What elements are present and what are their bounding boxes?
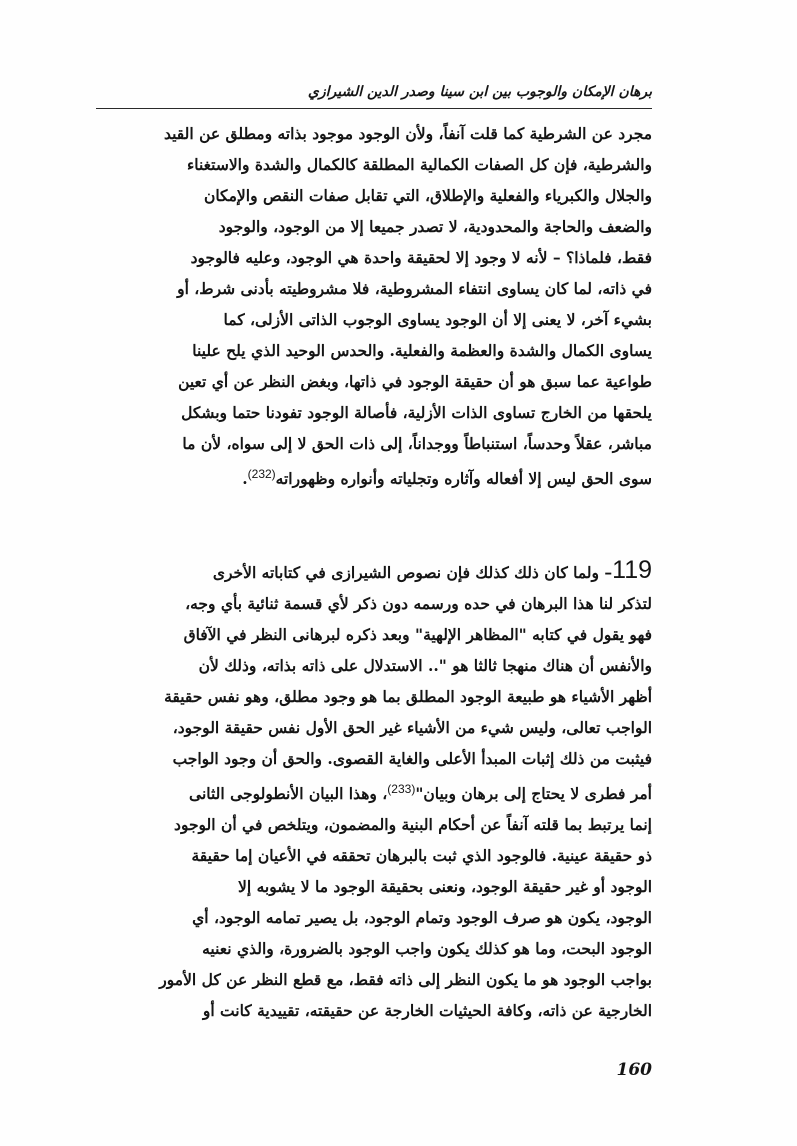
sentence-end: . [242, 469, 248, 489]
text-line: لتذكر لنا هذا البرهان في حده ورسمه دون ذكر لأي قسمة ثنائية بأي وجه، [185, 594, 652, 613]
text-run: أمر فطرى لا يحتاج إلى برهان وبيان" [415, 784, 652, 804]
text-line: فهو يقول في كتابه "المظاهر الإلهية" وبعد ذكره لبرهانى النظر في الآفاق [183, 625, 652, 644]
text-run: سوى الحق ليس إلا أفعاله وآثاره وتجلياته وأنواره وظهوراته [275, 469, 652, 489]
text-line: ذو حقيقة عينية. فالوجود الذي ثبت بالبرهان تحققه في الأعيان إما حقيقة [191, 846, 652, 866]
footnote-ref-232: (232) [247, 467, 276, 481]
text-line: مجرد عن الشرطية كما قلت آنفاً، ولأن الوجود موجود بذاته ومطلق عن القيد [163, 124, 652, 143]
text-run: ، وهذا البيان الأنطولوجى الثانى [189, 784, 388, 804]
text-line: فيثبت من ذلك إثبات المبدأ الأعلى والغاية القصوى. والحق أن وجود الواجب [172, 749, 652, 768]
text-line: في ذاته، لما كان يساوى انتفاء المشروطية، فلا مشروطيته بأدنى شرط، أو [177, 279, 652, 298]
text-line: الوجود، يكون هو صرف الوجود وتمام الوجود، بل يصير تمامه الوجود، أي [192, 908, 652, 928]
text-line: يلحقها من الخارج تساوى الذات الأزلية، فأصالة الوجود تفودنا حتما وبشكل [181, 403, 652, 422]
text-line: مباشر، عقلاً وحدساً، استنباطاً ووجداناً، إلى ذات الحق لا إلى سواه، لأن ما [182, 434, 652, 453]
text-line: والشرطية، فإن كل الصفات الكمالية المطلقة كالكمال والشدة والاستغناء [186, 155, 652, 174]
text-line: الوجود البحت، وما هو كذلك يكون واجب الوجود بالضرورة، والذي نعنيه [202, 939, 652, 959]
text-run: – ولما كان ذلك كذلك فإن نصوص الشيرازى في كتاباته الأخرى [212, 563, 613, 582]
running-head: برهان الإمكان والوجوب بين ابن سينا وصدر الدين الشيرازي [307, 84, 652, 100]
footnote-ref-233: (233) [387, 782, 416, 796]
text-line-with-footnote [96, 774, 652, 809]
paragraph-number: 119 [612, 556, 652, 584]
text-line: طواعية عما سبق هو أن حقيقة الوجود في ذاتها، وبغض النظر عن أي تعين [178, 372, 652, 391]
text-line: والجلال والكبرياء والفعلية والإطلاق، التي تقابل صفات النقص والإمكان [203, 186, 652, 205]
text-line: إنما يرتبط بما قلته آنفاً عن أحكام البنية والمضمون، ويتلخص في أن الوجود [174, 815, 652, 835]
text-line: أظهر الأشياء هو طبيعة الوجود المطلق بما هو وجود مطلق، وهو نفس حقيقة [164, 687, 652, 706]
paragraph-2 [96, 555, 652, 1026]
text-line: بواجب الوجود هو ما يكون النظر إلى ذاته فقط، مع قطع النظر عن كل الأمور [159, 970, 652, 990]
text-line: الواجب تعالى، وليس شيء من الأشياء غير الحق الأول نفس حقيقة الوجود، [172, 718, 652, 737]
header-rule [96, 108, 652, 109]
text-line: بشيء آخر، لا يعنى إلا أن الوجود يساوى الوجوب الذاتى الأزلى، كما [223, 310, 652, 329]
text-line: فقط، فلماذا؟ – لأنه لا وجود إلا لحقيقة واحدة هي الوجود، وعليه فالوجود [190, 248, 652, 267]
page-number: 160 [616, 1060, 652, 1080]
text-line: والأنفس أن هناك منهجا ثالثا هو ".. الاستدلال على ذاته بذاته، وذلك لأن [198, 656, 652, 675]
text-line: الوجود أو غير حقيقة الوجود، ونعنى بحقيقة الوجود ما لا يشوبه إلا [238, 877, 652, 897]
paragraph-1 [96, 118, 652, 494]
text-line-first [96, 555, 652, 588]
text-line-last [96, 459, 652, 494]
text-line: يساوى الكمال والشدة والعظمة والفعلية. والحدس الوحيد الذي يلح علينا [192, 341, 652, 360]
text-line: والضعف والحاجة والمحدودية، لا تصدر جميعا إلا من الوجود، والوجود [218, 217, 652, 236]
text-line: الخارجية عن ذاته، وكافة الحيثيات الخارجة عن حقيقته، تقييدية كانت أو [202, 1001, 652, 1021]
